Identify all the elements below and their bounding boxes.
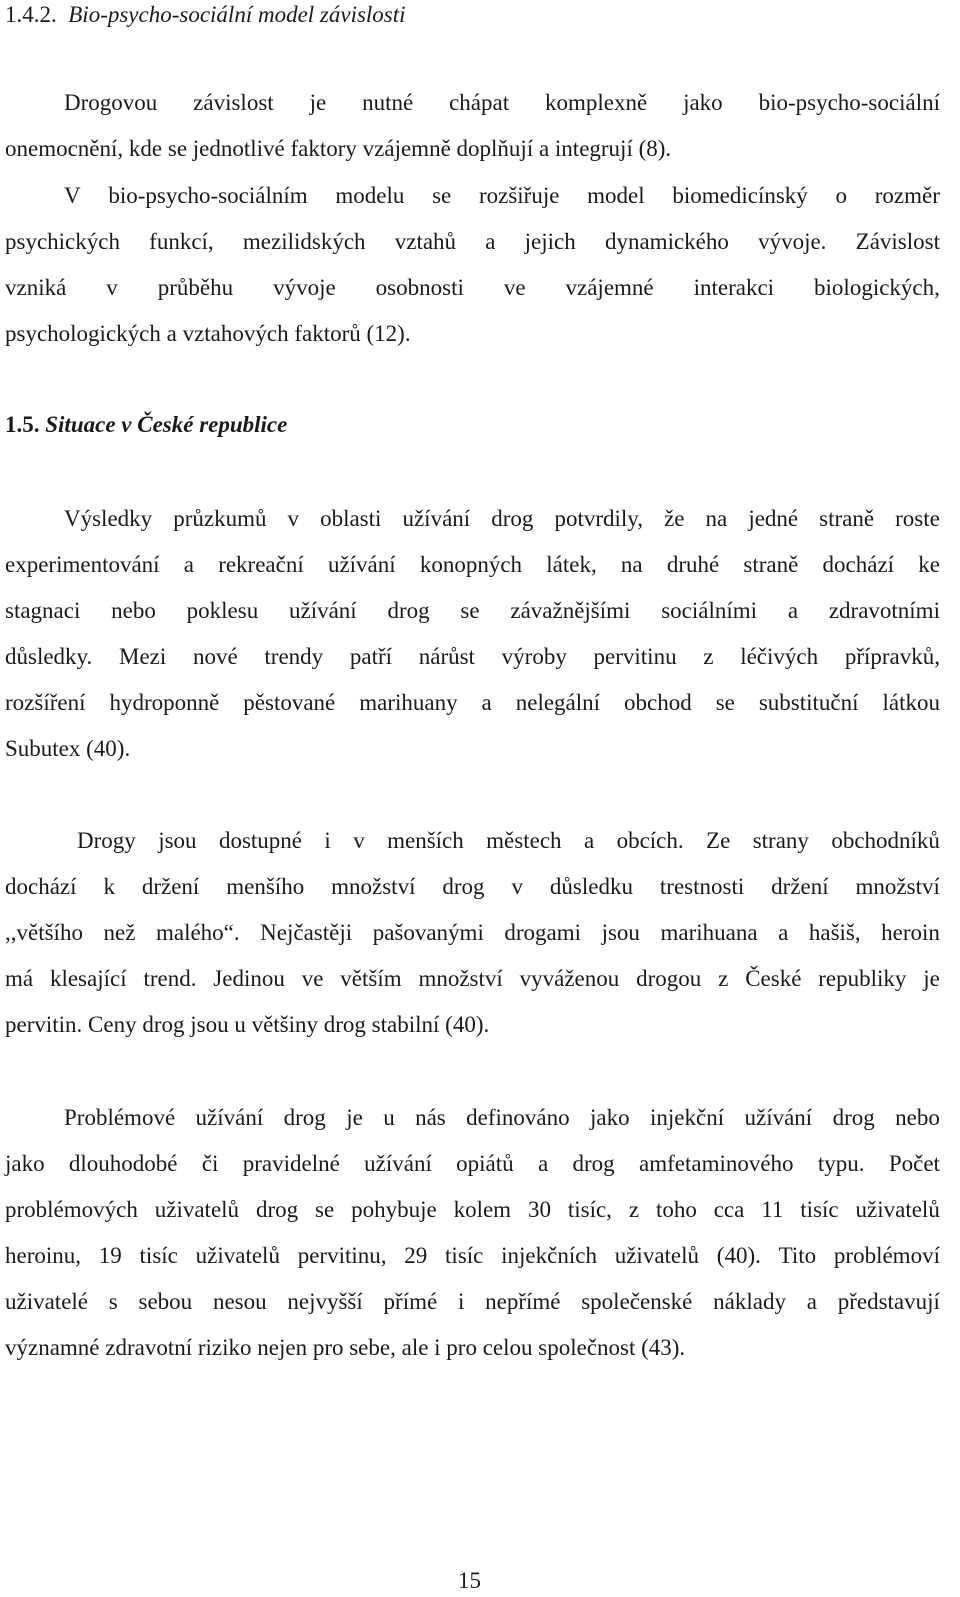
word: ve — [503, 275, 526, 300]
word: obchod — [624, 690, 692, 715]
word: z — [628, 1197, 640, 1222]
word: z — [703, 644, 714, 669]
word: nejvyšší — [287, 1289, 363, 1314]
word: a — [183, 552, 194, 577]
word: nelegální — [515, 690, 601, 715]
word: rozšiřuje — [478, 183, 560, 208]
word: uživatelů — [154, 1197, 240, 1222]
word: množství — [855, 874, 940, 899]
text-line — [64, 504, 940, 534]
word: Jedinou — [213, 966, 285, 991]
word: drog — [283, 1105, 326, 1130]
word: vývoje. — [758, 229, 827, 254]
word: bio-psycho-sociálním — [108, 183, 308, 208]
word: injekčních — [501, 1243, 597, 1268]
word: v — [511, 874, 523, 899]
word: marihuana — [660, 920, 758, 945]
word: jsou — [601, 920, 640, 945]
text-line — [5, 227, 940, 257]
word: drogou — [636, 966, 702, 991]
word: pervitinu — [593, 644, 677, 669]
word: látek, — [546, 552, 597, 577]
word: vztahů — [394, 229, 457, 254]
word: pohybuje — [351, 1197, 437, 1222]
text-line — [64, 88, 940, 118]
word: problémoví — [833, 1243, 940, 1268]
word: a — [485, 229, 496, 254]
word: užívání — [288, 598, 357, 623]
word: funkcí, — [149, 229, 214, 254]
word: straně — [819, 506, 875, 531]
word: rekreační — [218, 552, 304, 577]
word: mezilidských — [242, 229, 366, 254]
word: dostupné — [218, 828, 302, 853]
word: i — [457, 1289, 465, 1314]
word: heroinu, — [5, 1243, 82, 1268]
word: menších — [387, 828, 464, 853]
word: ,,většího — [5, 920, 83, 945]
word: užívání — [364, 1151, 432, 1176]
word: vzniká — [5, 275, 67, 300]
word: straně — [743, 552, 799, 577]
word: chápat — [449, 90, 510, 115]
word: závislost — [193, 90, 274, 115]
text-line — [5, 642, 940, 672]
word: tisíc — [139, 1243, 178, 1268]
word: Výsledky — [64, 506, 153, 531]
word: nebo — [895, 1105, 940, 1130]
word: nárůst — [418, 644, 475, 669]
word: psychických — [5, 229, 120, 254]
word: průzkumů — [173, 506, 267, 531]
word: nové — [192, 644, 238, 669]
section-heading-1-5 — [5, 410, 287, 440]
word: užívání — [744, 1105, 813, 1130]
word: Drogy — [77, 828, 136, 853]
word: s — [108, 1289, 118, 1314]
word: nepřímé — [485, 1289, 561, 1314]
word: České — [745, 966, 802, 991]
word: je — [923, 966, 940, 991]
word: injekční — [650, 1105, 725, 1130]
text-line — [5, 1287, 940, 1317]
text-line — [64, 1103, 940, 1133]
text-line — [5, 964, 940, 994]
word: nutné — [362, 90, 414, 115]
word: nesou — [212, 1289, 267, 1314]
word: Závislost — [855, 229, 940, 254]
word: komplexně — [544, 90, 648, 115]
word: že — [664, 506, 685, 531]
word: pervitinu, — [297, 1243, 387, 1268]
page-number: 15 — [458, 1568, 481, 1593]
word: roste — [895, 506, 940, 531]
text-line: významné zdravotní riziko nejen pro sebe, ale i pro celou společnost (43). — [5, 1335, 686, 1360]
section-number: 1.5. — [5, 412, 40, 437]
word: drogami — [504, 920, 582, 945]
word: amfetaminového — [639, 1151, 794, 1176]
word: se — [715, 690, 735, 715]
text-line — [5, 1149, 940, 1179]
word: oblasti — [320, 506, 382, 531]
section-title: Situace v České republice — [45, 412, 288, 437]
word: model — [587, 183, 645, 208]
word: průběhu — [157, 275, 234, 300]
word: jejich — [524, 229, 576, 254]
word: z — [718, 966, 729, 991]
text-line — [5, 550, 940, 580]
section-heading-1-4-2 — [5, 0, 406, 30]
text-line — [5, 596, 940, 626]
word: druhé — [666, 552, 720, 577]
word: sociálními — [661, 598, 758, 623]
text-line — [5, 918, 940, 948]
word: i — [324, 828, 331, 853]
word: osobnosti — [375, 275, 464, 300]
word: důsledky. — [5, 644, 93, 669]
word: uživatelů — [614, 1243, 700, 1268]
word: (40). — [716, 1243, 761, 1268]
word: či — [201, 1151, 219, 1176]
word: a — [806, 1289, 817, 1314]
word: jako — [5, 1151, 45, 1176]
word: interakci — [693, 275, 775, 300]
word: užívání — [195, 1105, 264, 1130]
word: hašiš, — [808, 920, 861, 945]
word: Počet — [888, 1151, 940, 1176]
word: biologických, — [814, 275, 940, 300]
text-line: Subutex (40). — [5, 736, 131, 761]
word: trend. — [143, 966, 197, 991]
text-line — [5, 1241, 940, 1271]
word: představují — [837, 1289, 940, 1314]
word: důsledku — [549, 874, 633, 899]
word: Ze — [706, 828, 731, 853]
word: než — [103, 920, 136, 945]
word: jsou — [158, 828, 197, 853]
word: množství — [418, 966, 503, 991]
word: tisíc — [800, 1197, 839, 1222]
text-line — [5, 273, 940, 303]
word: se — [432, 183, 452, 208]
word: Tito — [778, 1243, 817, 1268]
word: strany — [752, 828, 809, 853]
word: a — [778, 920, 789, 945]
word: jako — [590, 1105, 630, 1130]
word: držení — [141, 874, 200, 899]
word: drog — [572, 1151, 615, 1176]
word: uživatelů — [195, 1243, 280, 1268]
text-line — [5, 872, 940, 902]
word: V — [64, 183, 81, 208]
word: patří — [349, 644, 393, 669]
word: jako — [683, 90, 723, 115]
word: vyváženou — [519, 966, 620, 991]
word: toho — [655, 1197, 697, 1222]
word: dlouhodobé — [68, 1151, 178, 1176]
word: má — [5, 966, 34, 991]
text-line — [77, 826, 940, 856]
word: léčivých — [740, 644, 819, 669]
word: stagnaci — [5, 598, 81, 623]
word: o — [835, 183, 848, 208]
word: vzájemné — [565, 275, 654, 300]
word: a — [481, 690, 492, 715]
word: opiátů — [456, 1151, 514, 1176]
word: a — [537, 1151, 549, 1176]
word: potvrdily, — [554, 506, 644, 531]
word: množství — [331, 874, 416, 899]
word: republiky — [818, 966, 907, 991]
word: malého“. — [155, 920, 240, 945]
word: drog — [491, 506, 534, 531]
word: Problémové — [64, 1105, 176, 1130]
word: drog — [832, 1105, 875, 1130]
word: držení — [771, 874, 829, 899]
word: je — [346, 1105, 363, 1130]
word: dochází — [822, 552, 895, 577]
word: přípravků, — [844, 644, 940, 669]
word: a — [787, 598, 799, 623]
word: pašovanými — [372, 920, 484, 945]
word: uživatelé — [5, 1289, 89, 1314]
word: hydroponně — [109, 690, 220, 715]
word: cca — [713, 1197, 745, 1222]
text-line — [64, 181, 940, 211]
word: typu. — [817, 1151, 865, 1176]
word: zdravotními — [828, 598, 940, 623]
text-line: pervitin. Ceny drog jsou u většiny drog stabilní (40). — [5, 1012, 490, 1037]
word: v — [353, 828, 365, 853]
word: heroin — [881, 920, 940, 945]
text-line: psychologických a vztahových faktorů (12). — [5, 321, 411, 346]
word: na — [620, 552, 643, 577]
word: se — [315, 1197, 335, 1222]
word: ke — [918, 552, 940, 577]
word: definováno — [466, 1105, 570, 1130]
section-title: Bio-psycho-sociální model závislosti — [68, 2, 406, 27]
word: užívání — [327, 552, 396, 577]
word: v — [106, 275, 118, 300]
word: užívání — [402, 506, 471, 531]
word: 19 — [98, 1243, 122, 1268]
word: je — [309, 90, 327, 115]
word: pravidelné — [242, 1151, 340, 1176]
word: ve — [301, 966, 324, 991]
word: tisíc, — [567, 1197, 612, 1222]
text-line — [5, 1195, 940, 1225]
word: drog — [387, 598, 430, 623]
word: drog — [255, 1197, 299, 1222]
word: 30 — [527, 1197, 551, 1222]
word: jedné — [748, 506, 799, 531]
word: a — [583, 828, 595, 853]
word: experimentování — [5, 552, 160, 577]
word: bio-psycho-sociální — [758, 90, 940, 115]
word: k — [103, 874, 115, 899]
word: 11 — [761, 1197, 784, 1222]
word: Drogovou — [64, 90, 158, 115]
word: v — [287, 506, 300, 531]
word: nás — [415, 1105, 446, 1130]
word: závažnějšími — [510, 598, 631, 623]
word: rozměr — [874, 183, 940, 208]
word: na — [705, 506, 728, 531]
word: tisíc — [445, 1243, 484, 1268]
word: dochází — [5, 874, 77, 899]
text-line — [5, 688, 940, 718]
word: poklesu — [186, 598, 259, 623]
word: se — [460, 598, 480, 623]
word: sebou — [138, 1289, 193, 1314]
word: přímé — [383, 1289, 438, 1314]
word: drog — [442, 874, 485, 899]
word: vývoje — [273, 275, 336, 300]
word: látkou — [882, 690, 940, 715]
word: kolem — [453, 1197, 512, 1222]
word: trendy — [264, 644, 324, 669]
word: větším — [340, 966, 402, 991]
word: u — [383, 1105, 395, 1130]
word: menšího — [226, 874, 305, 899]
word: nebo — [111, 598, 156, 623]
word: konopných — [419, 552, 523, 577]
word: substituční — [758, 690, 859, 715]
word: 29 — [404, 1243, 428, 1268]
word: rozšíření — [5, 690, 86, 715]
section-number: 1.4.2. — [5, 2, 57, 27]
word: obchodníků — [831, 828, 940, 853]
word: společenské — [581, 1289, 693, 1314]
text-line: onemocnění, kde se jednotlivé faktory vzájemně doplňují a integrují (8). — [5, 136, 672, 161]
word: marihuany — [359, 690, 458, 715]
word: dynamického — [604, 229, 729, 254]
word: výroby — [501, 644, 567, 669]
word: obcích. — [616, 828, 684, 853]
word: pěstované — [243, 690, 336, 715]
word: Nejčastěji — [260, 920, 353, 945]
word: uživatelů — [855, 1197, 940, 1222]
word: náklady — [713, 1289, 786, 1314]
word: Mezi — [119, 644, 167, 669]
word: trestnosti — [659, 874, 745, 899]
word: modelu — [335, 183, 405, 208]
word: klesající — [49, 966, 127, 991]
word: problémových — [5, 1197, 138, 1222]
word: biomedicínský — [672, 183, 808, 208]
word: městech — [486, 828, 562, 853]
